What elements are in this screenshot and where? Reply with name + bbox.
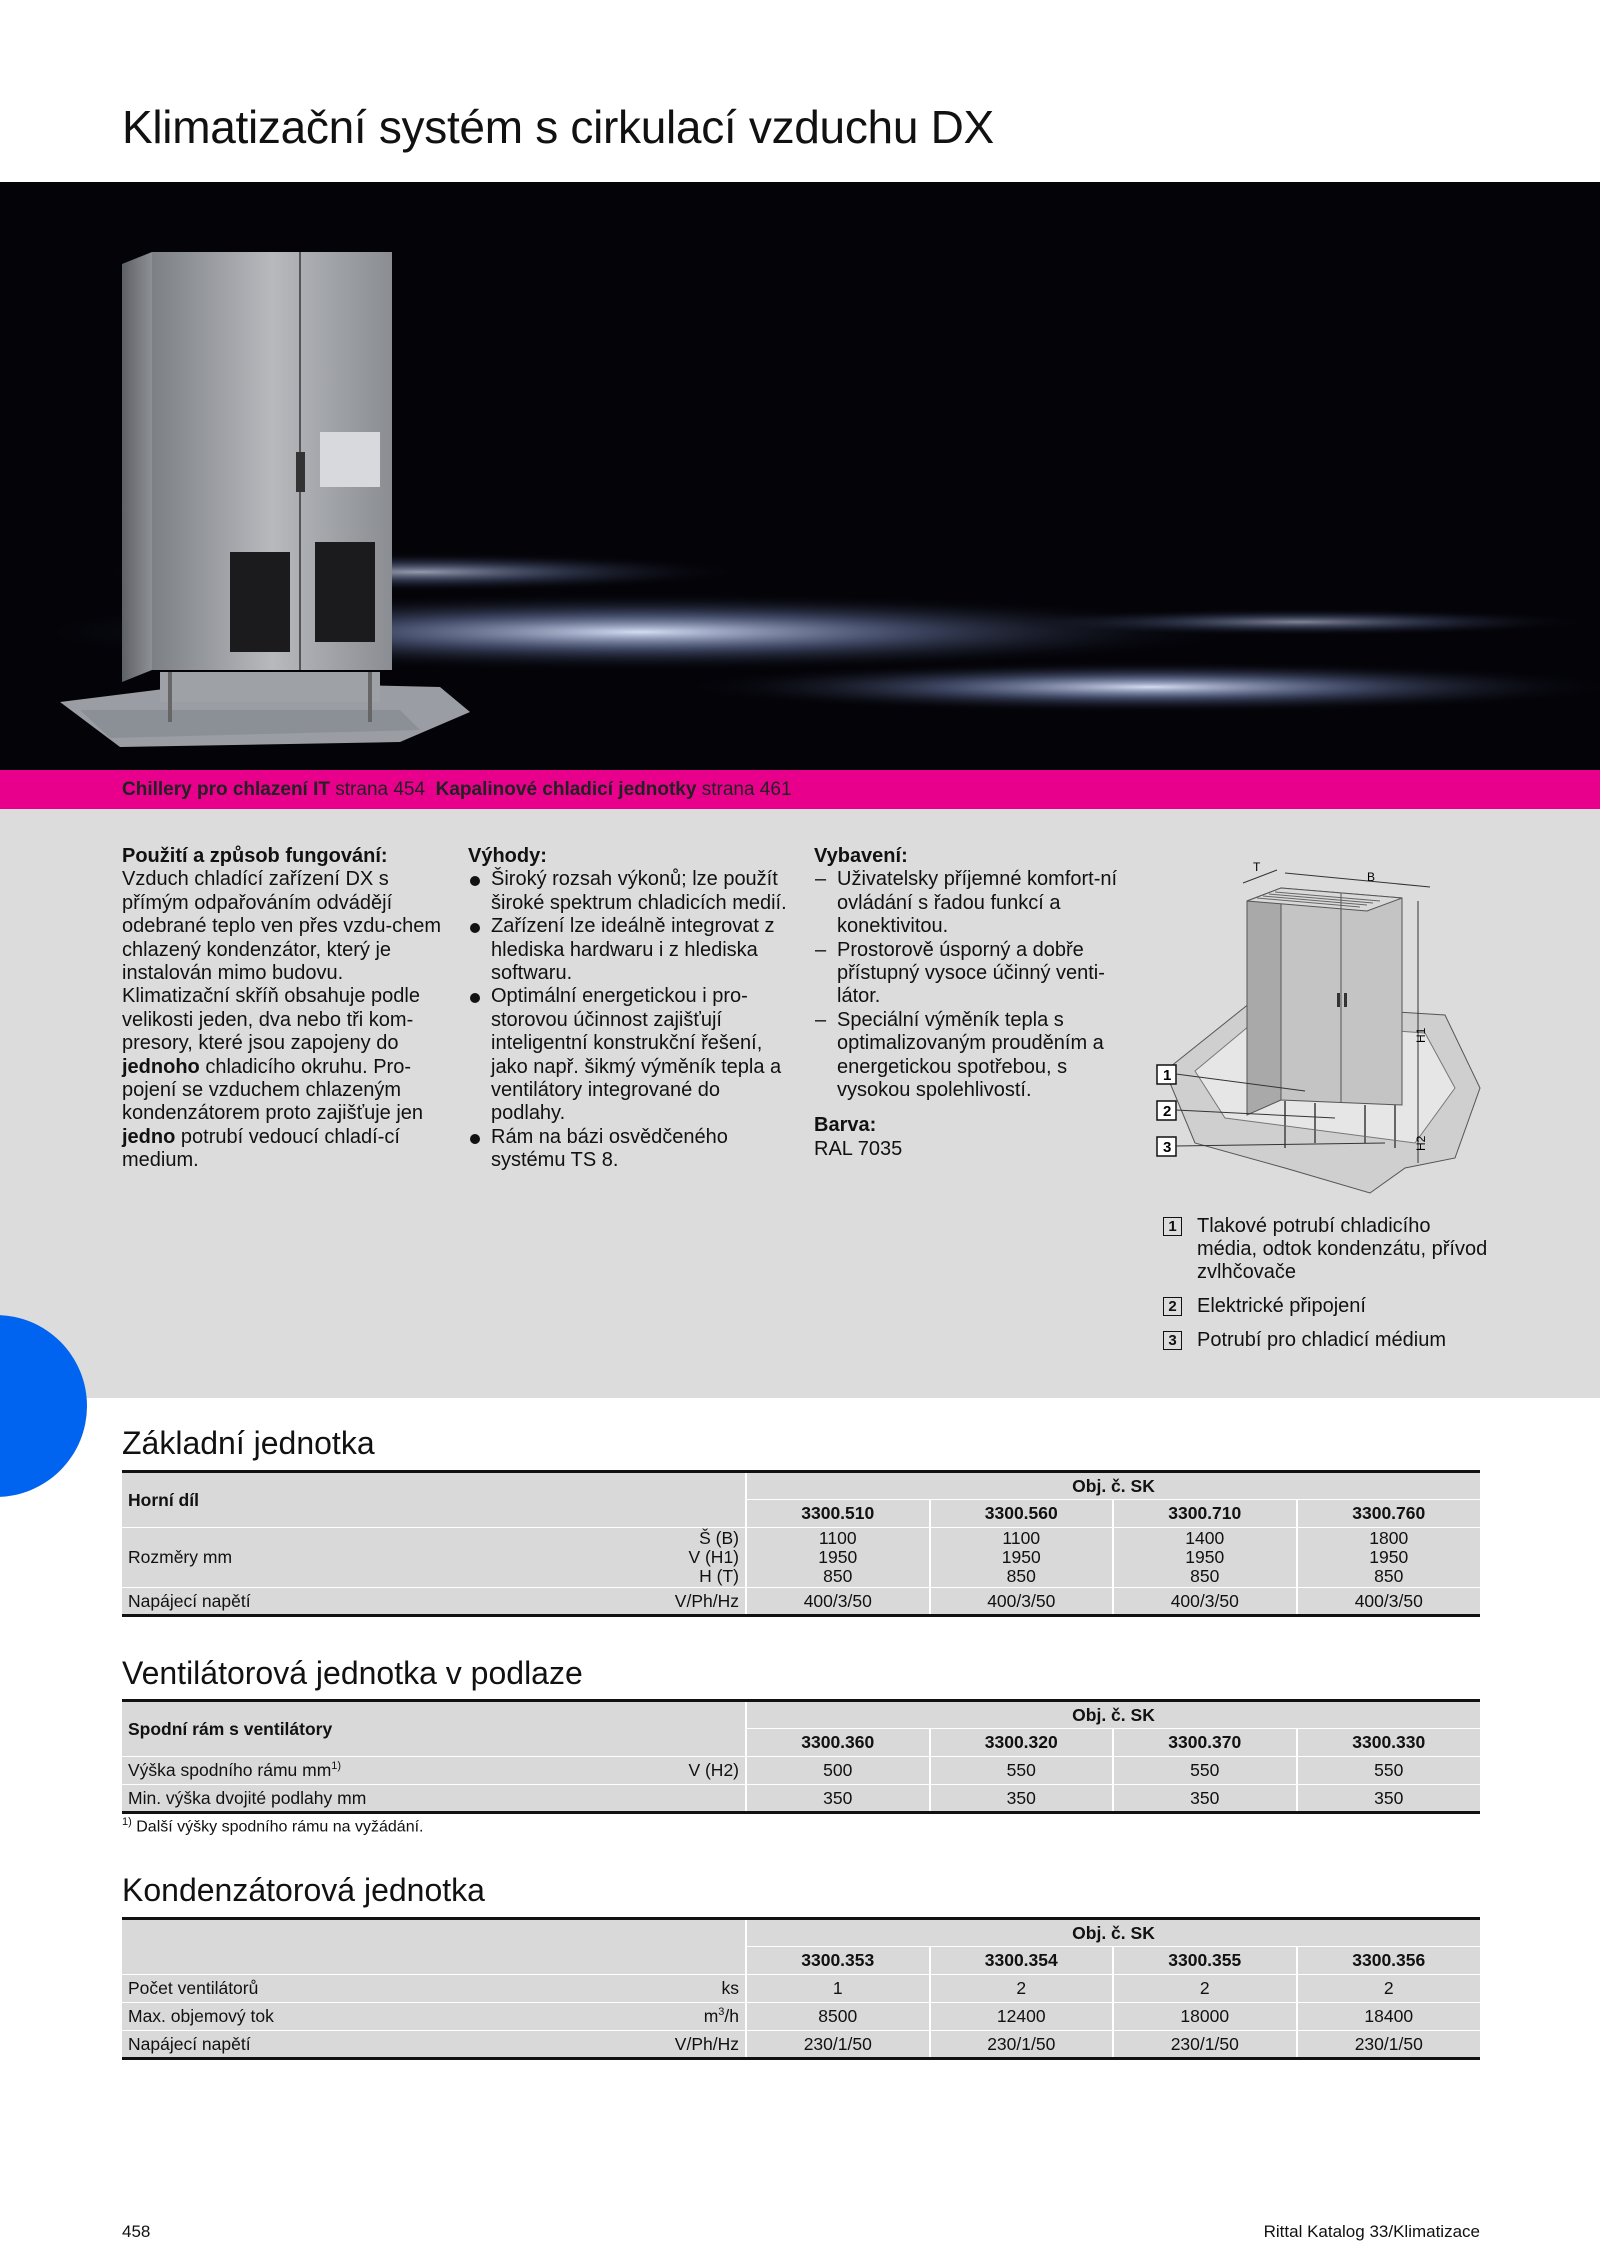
usage-text bbox=[122, 868, 452, 1172]
legend-number: 1 bbox=[1163, 1217, 1182, 1236]
dim-unit: H (T) bbox=[699, 1566, 739, 1586]
row-unit: V/Ph/Hz bbox=[674, 2033, 739, 2054]
color-heading: Barva: bbox=[814, 1114, 877, 1137]
base-unit-table bbox=[122, 1470, 1480, 1617]
row-label: Napájecí napětí bbox=[128, 1590, 251, 1611]
legend-item bbox=[1163, 1329, 1493, 1352]
row-unit: V/Ph/Hz bbox=[674, 1590, 739, 1611]
table-group-header: Obj. č. SK bbox=[746, 1701, 1480, 1729]
hero-product-image bbox=[0, 182, 1600, 770]
table-cell: 350 bbox=[930, 1785, 1114, 1813]
table-cell: 12400 bbox=[930, 2003, 1114, 2031]
table-cell: 550 bbox=[1113, 1757, 1297, 1785]
dims-cell: 1800 1950 850 bbox=[1297, 1528, 1481, 1588]
footnote-text: Další výšky spodního rámu na vyžádání. bbox=[136, 1818, 424, 1836]
order-code: 3300.356 bbox=[1297, 1947, 1481, 1975]
table-cell: 350 bbox=[1113, 1785, 1297, 1813]
row-unit: $m^3/h$ bbox=[703, 2006, 739, 2026]
order-code: 3300.760 bbox=[1297, 1500, 1481, 1528]
diagram-legend bbox=[1163, 1215, 1493, 1363]
usage-text-b: chladicího okruhu. Pro-pojení se vzduchem chlazeným kondenzátorem proto zajišťuje jen bbox=[122, 1055, 424, 1125]
condenser-table bbox=[122, 1917, 1480, 2060]
order-code: 3300.320 bbox=[930, 1729, 1114, 1757]
row-unit: V (H2) bbox=[688, 1760, 739, 1780]
usage-text-a: Vzduch chladící zařízení DX s přímým odpařováním odvádějí odebrané teplo ven přes vzdu-chem chlazený kondenzátor, který je instalován mimo budovu. Klimatizační skříň obsahuje podle velikosti jeden, dva nebo tři kom-presory, které jsou zapojeny do bbox=[122, 868, 442, 1055]
order-code: 3300.330 bbox=[1297, 1729, 1481, 1757]
dims-cell: 1100 1950 850 bbox=[930, 1528, 1114, 1588]
usage-heading: Použití a způsob fungování: bbox=[122, 845, 388, 867]
related-links-bar bbox=[0, 770, 1600, 809]
link-it-chillers-page: strana 454 bbox=[335, 779, 426, 800]
footnote-ref: 1) bbox=[331, 1760, 342, 1773]
list-item: Optimální energetickou i pro-storovou účinnost zajišťují inteligentní konstrukční řešení, jako např. šikmý výměník tepla a ventilátory integrované do podlahy. bbox=[468, 985, 798, 1125]
link-liquid-cooling[interactable]: Kapalinové chladicí jednotky bbox=[435, 779, 697, 800]
callout-2: 2 bbox=[1163, 1103, 1172, 1120]
section-title-floor-fan-unit: Ventilátorová jednotka v podlaze bbox=[122, 1655, 583, 1691]
dims-cell: 1100 1950 850 bbox=[746, 1528, 930, 1588]
table-cell: 500 bbox=[746, 1757, 930, 1785]
table-row bbox=[122, 1975, 1480, 2003]
legend-text: Elektrické připojení bbox=[1197, 1295, 1366, 1317]
list-item: Rám na bázi osvědčeného systému TS 8. bbox=[468, 1126, 798, 1173]
advantages-list bbox=[468, 868, 798, 1172]
table-row bbox=[122, 1528, 1480, 1588]
table-cell: 400/3/50 bbox=[746, 1588, 930, 1616]
table-cell: 2 bbox=[930, 1975, 1114, 2003]
diagram-label-h2: H2 bbox=[1414, 1135, 1428, 1151]
color-value: RAL 7035 bbox=[814, 1137, 903, 1160]
order-code: 3300.360 bbox=[746, 1729, 930, 1757]
usage-text-c: potrubí vedoucí chladí-cí medium. bbox=[122, 1125, 400, 1172]
row-unit: ks bbox=[721, 1978, 739, 1998]
diagram-label-h1: H1 bbox=[1414, 1027, 1428, 1043]
table-group-header: Obj. č. SK bbox=[746, 1472, 1480, 1500]
table-row bbox=[122, 1785, 1480, 1813]
list-item: – Uživatelsky příjemné komfort-ní ovládání s řadou funkcí a konektivitou. bbox=[814, 868, 1144, 938]
row-label: Rozměry mm bbox=[128, 1547, 233, 1567]
order-code: 3300.354 bbox=[930, 1947, 1114, 1975]
table-cell: 550 bbox=[930, 1757, 1114, 1785]
table-cell: 230/1/50 bbox=[1297, 2031, 1481, 2059]
link-liquid-cooling-page: strana 461 bbox=[701, 779, 792, 800]
table-row bbox=[122, 2031, 1480, 2059]
table-cell: 400/3/50 bbox=[1297, 1588, 1481, 1616]
usage-column bbox=[122, 845, 452, 1173]
dim-unit: V (H1) bbox=[688, 1547, 739, 1567]
table-label: Horní díl bbox=[122, 1472, 746, 1528]
floor-fan-table bbox=[122, 1699, 1480, 1814]
legend-item bbox=[1163, 1295, 1493, 1318]
catalog-footer: Rittal Katalog 33/Klimatizace bbox=[1263, 2222, 1480, 2241]
usage-bold-a: jednoho bbox=[122, 1055, 200, 1078]
table-cell: 18000 bbox=[1113, 2003, 1297, 2031]
footnote bbox=[122, 1816, 423, 1836]
section-title-condenser-unit: Kondenzátorová jednotka bbox=[122, 1872, 485, 1908]
table-cell: 350 bbox=[746, 1785, 930, 1813]
table-cell: 230/1/50 bbox=[930, 2031, 1114, 2059]
table-cell: 400/3/50 bbox=[930, 1588, 1114, 1616]
callout-3: 3 bbox=[1163, 1139, 1172, 1156]
list-item: – Speciální výměník tepla s optimalizovaným prouděním a energetickou spotřebou, s vysokou spolehlivostí. bbox=[814, 1009, 1144, 1103]
advantages-column bbox=[468, 845, 798, 1173]
legend-item bbox=[1163, 1215, 1493, 1284]
usage-bold-b: jedno bbox=[122, 1125, 176, 1148]
legend-text: Potrubí pro chladicí médium bbox=[1197, 1329, 1447, 1351]
row-label: Min. výška dvojité podlahy mm bbox=[128, 1787, 367, 1808]
table-cell: 2 bbox=[1113, 1975, 1297, 2003]
order-code: 3300.370 bbox=[1113, 1729, 1297, 1757]
equipment-list bbox=[814, 868, 1144, 1102]
row-label: Napájecí napětí bbox=[128, 2033, 251, 2054]
table-cell: 550 bbox=[1297, 1757, 1481, 1785]
dims-cell: 1400 1950 850 bbox=[1113, 1528, 1297, 1588]
legend-number: 2 bbox=[1163, 1297, 1182, 1316]
table-cell: 8500 bbox=[746, 2003, 930, 2031]
link-it-chillers[interactable]: Chillery pro chlazení IT bbox=[122, 779, 330, 800]
table-cell: 2 bbox=[1297, 1975, 1481, 2003]
table-label: Spodní rám s ventilátory bbox=[122, 1701, 746, 1757]
table-row bbox=[122, 2003, 1480, 2031]
table-group-header: Obj. č. SK bbox=[746, 1919, 1480, 1947]
table-cell: 18400 bbox=[1297, 2003, 1481, 2031]
row-label: Výška spodního rámu mm bbox=[128, 1760, 332, 1780]
dim-unit: Š (B) bbox=[699, 1528, 739, 1548]
row-label: Max. objemový tok bbox=[128, 2006, 274, 2026]
order-code: 3300.710 bbox=[1113, 1500, 1297, 1528]
dimension-diagram bbox=[1155, 843, 1485, 1208]
dim-units bbox=[688, 1529, 739, 1586]
footnote-marker: 1) bbox=[122, 1816, 132, 1828]
order-code: 3300.355 bbox=[1113, 1947, 1297, 1975]
advantages-heading: Výhody: bbox=[468, 845, 547, 867]
equipment-column bbox=[814, 845, 1144, 1161]
diagram-label-b: B bbox=[1367, 870, 1376, 884]
legend-number: 3 bbox=[1163, 1331, 1182, 1350]
table-cell: 350 bbox=[1297, 1785, 1481, 1813]
table-cell: 230/1/50 bbox=[1113, 2031, 1297, 2059]
legend-text: Tlakové potrubí chladicího média, odtok kondenzátu, přívod zvlhčovače bbox=[1197, 1215, 1488, 1283]
row-label: Počet ventilátorů bbox=[128, 1978, 259, 1998]
order-code: 3300.353 bbox=[746, 1947, 930, 1975]
table-row bbox=[122, 1588, 1480, 1616]
equipment-heading: Vybavení: bbox=[814, 845, 908, 867]
order-code: 3300.560 bbox=[930, 1500, 1114, 1528]
callout-1: 1 bbox=[1163, 1067, 1172, 1084]
table-cell: 400/3/50 bbox=[1113, 1588, 1297, 1616]
diagram-label-t: T bbox=[1253, 860, 1261, 874]
table-cell: 230/1/50 bbox=[746, 2031, 930, 2059]
list-item: Široký rozsah výkonů; lze použít široké spektrum chladicích medií. bbox=[468, 868, 798, 915]
page-number: 458 bbox=[122, 2222, 151, 2241]
page-title: Klimatizační systém s cirkulací vzduchu DX bbox=[122, 101, 994, 153]
list-item: Zařízení lze ideálně integrovat z hlediska hardwaru i z hlediska softwaru. bbox=[468, 915, 798, 985]
list-item: – Prostorově úsporný a dobře přístupný vysoce účinný venti-látor. bbox=[814, 939, 1144, 1009]
table-cell: 1 bbox=[746, 1975, 930, 2003]
order-code: 3300.510 bbox=[746, 1500, 930, 1528]
table-row bbox=[122, 1757, 1480, 1785]
section-title-base-unit: Základní jednotka bbox=[122, 1425, 375, 1461]
